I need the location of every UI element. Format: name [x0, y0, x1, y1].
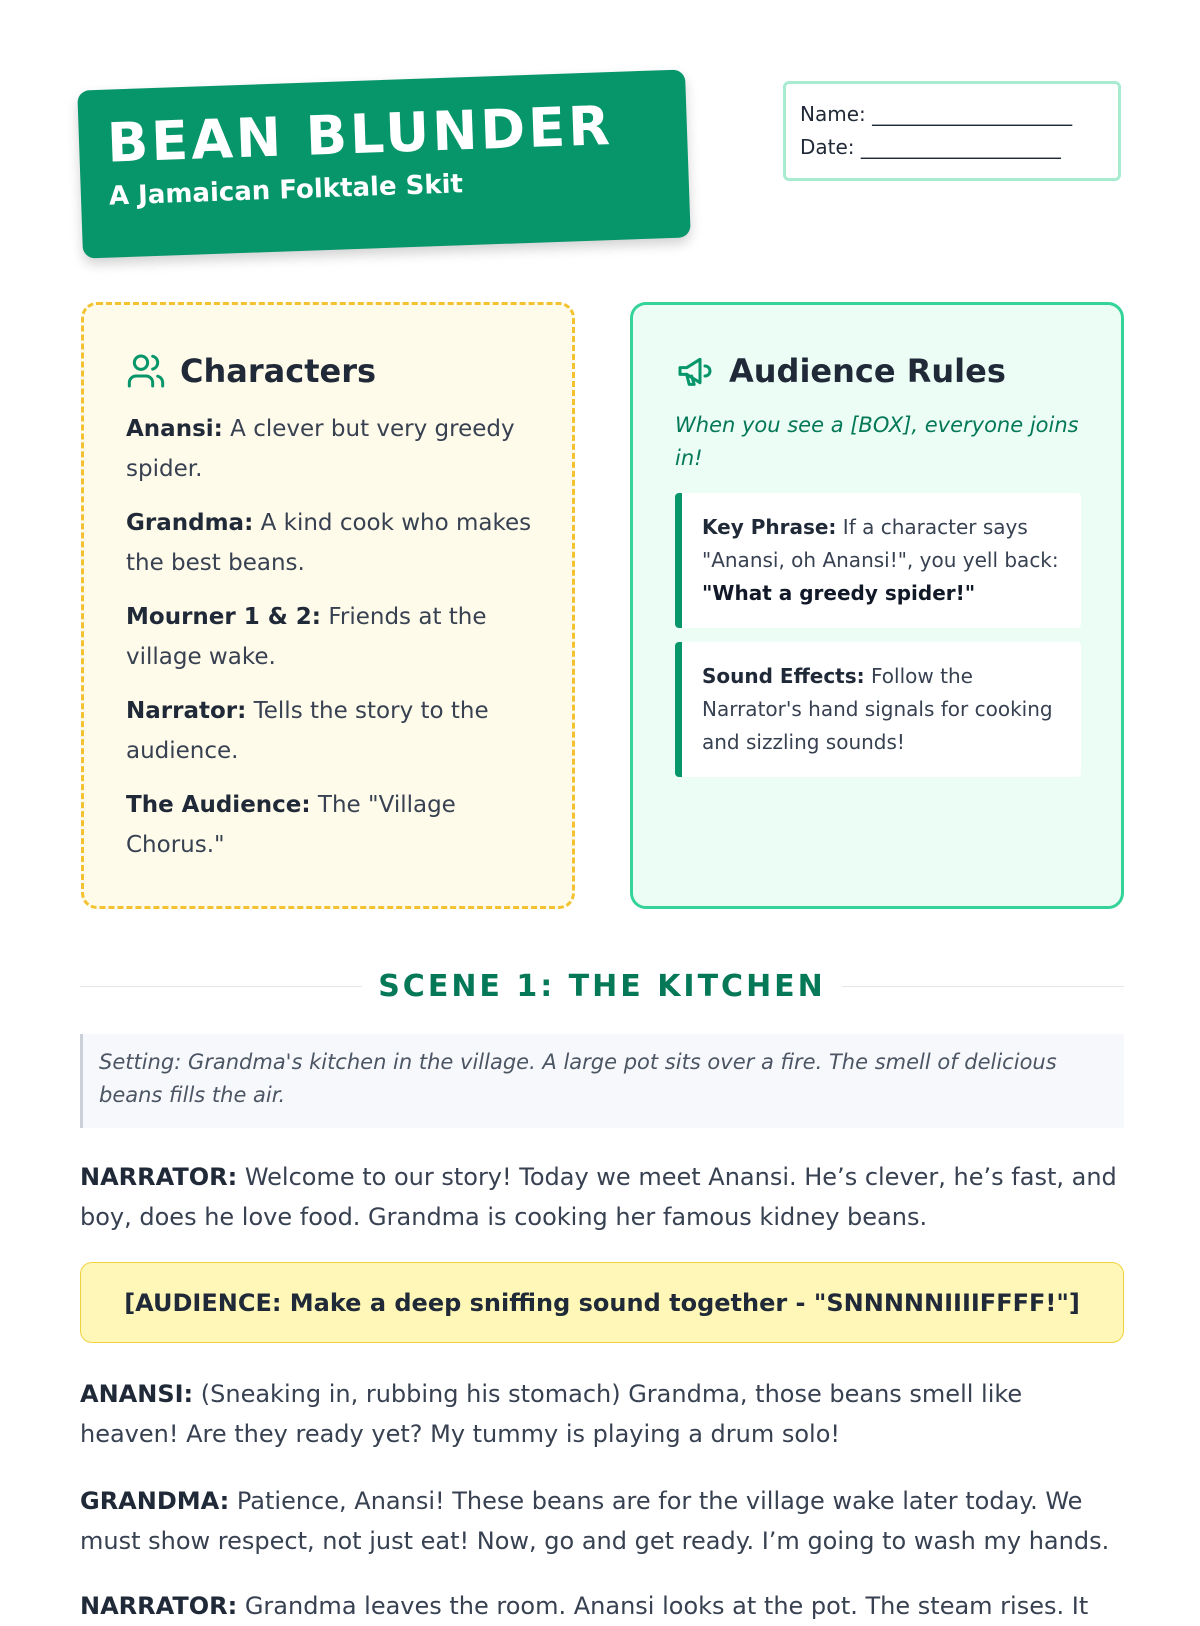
- character-desc: The "Village Chorus.": [126, 792, 456, 858]
- audience-cue-box: [AUDIENCE: Make a deep sniffing sound together - "SNNNNNIIIIFFFF!"]: [80, 1262, 1124, 1343]
- character-item: [126, 409, 532, 489]
- name-date-box: [783, 81, 1121, 181]
- divider: [842, 986, 1124, 987]
- dialogue-text: (Sneaking in, rubbing his stomach) Grandma, those beans smell like heaven! Are they ready yet? My tummy is playing a drum solo!: [80, 1380, 1023, 1448]
- character-name: Mourner 1 & 2:: [126, 604, 322, 630]
- character-desc: Friends at the village wake.: [126, 604, 487, 670]
- rule-label: Key Phrase:: [702, 515, 837, 539]
- characters-header: [126, 349, 532, 393]
- speaker-name: GRANDMA:: [80, 1487, 230, 1515]
- scene-heading: [80, 966, 1124, 1006]
- character-desc: A kind cook who makes the best beans.: [126, 510, 532, 576]
- character-desc: A clever but very greedy spider.: [126, 416, 515, 482]
- character-item: [126, 597, 532, 677]
- name-field[interactable]: Name: ____________________: [800, 102, 1073, 126]
- script-line: [80, 1481, 1124, 1561]
- scene-title: SCENE 1: THE KITCHEN: [378, 968, 826, 1004]
- character-item: [126, 785, 532, 865]
- rule-response: "What a greedy spider!": [702, 581, 976, 605]
- rule-text: If a character says "Anansi, oh Anansi!", you yell back:: [702, 515, 1059, 572]
- dialogue-text: Welcome to our story! Today we meet Anansi. He’s clever, he’s fast, and boy, does he love food. Grandma is cooking her famous kidney beans.: [80, 1163, 1117, 1231]
- page-title: BEAN BLUNDER: [106, 94, 614, 175]
- speaker-name: ANANSI:: [80, 1380, 194, 1408]
- audience-rules-panel: [630, 302, 1124, 909]
- rule-card-key-phrase: [675, 493, 1081, 628]
- rules-heading: Audience Rules: [729, 352, 1006, 390]
- character-desc: Tells the story to the audience.: [126, 698, 489, 764]
- script-line: [80, 1586, 1124, 1626]
- rules-header: [675, 349, 1081, 393]
- speaker-name: NARRATOR:: [80, 1163, 238, 1191]
- dialogue-text: Grandma leaves the room. Anansi looks at the pot. The steam rises. It: [237, 1592, 1089, 1620]
- character-item: [126, 503, 532, 583]
- page-subtitle: A Jamaican Folktale Skit: [108, 169, 464, 212]
- rule-card-sound-effects: [675, 642, 1081, 777]
- rule-text: Follow the Narrator's hand signals for cooking and sizzling sounds!: [702, 664, 1053, 754]
- character-name: The Audience:: [126, 792, 311, 818]
- megaphone-icon: [675, 351, 715, 391]
- users-icon: [126, 351, 166, 391]
- rule-label: Sound Effects:: [702, 664, 865, 688]
- characters-heading: Characters: [180, 352, 377, 390]
- character-name: Grandma:: [126, 510, 254, 536]
- characters-panel: [81, 302, 575, 909]
- rules-intro: When you see a [BOX], everyone joins in!: [675, 413, 1079, 470]
- script-line: [80, 1157, 1124, 1237]
- speaker-name: NARRATOR:: [80, 1592, 238, 1620]
- character-name: Narrator:: [126, 698, 247, 724]
- date-field[interactable]: Date: ____________________: [800, 135, 1061, 159]
- divider: [80, 986, 362, 987]
- script-line: [80, 1374, 1124, 1454]
- title-banner: [77, 69, 690, 258]
- character-name: Anansi:: [126, 416, 223, 442]
- dialogue-text: Patience, Anansi! These beans are for the village wake later today. We must show respect, not just eat! Now, go and get ready. I’m going to wash my hands.: [80, 1487, 1110, 1555]
- character-item: [126, 691, 532, 771]
- scene-setting: Setting: Grandma's kitchen in the village. A large pot sits over a fire. The smell of delicious beans fills the air.: [80, 1034, 1124, 1128]
